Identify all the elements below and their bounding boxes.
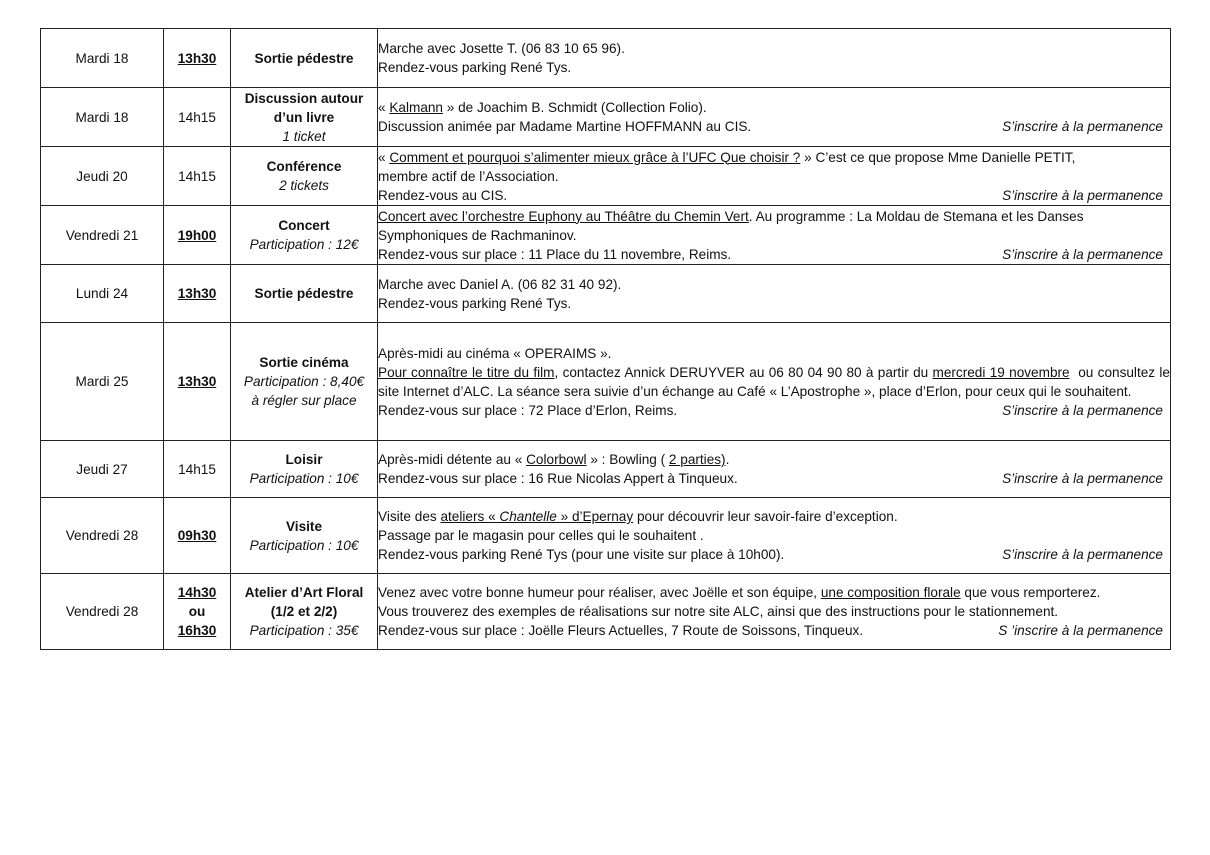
text-segment: . Au programme : La Moldau de Stemana et les Danses [748,208,1084,224]
description-line [378,583,1170,602]
description-text [378,245,731,264]
time-label [164,372,230,391]
underlined-text: Chantelle [499,509,557,524]
time-cell [164,265,231,323]
activity-cell [231,88,378,147]
activity-cell [231,265,378,323]
time-cell [164,88,231,147]
activity-title: Discussion autour d’un livre [244,90,364,125]
text-segment: membre actif de l’Association. [378,168,559,184]
day-cell [41,498,164,574]
day-cell [41,147,164,206]
activity-title: Sortie cinéma [259,355,349,370]
description-line [378,167,1170,186]
description-text [378,469,738,488]
text-segment: Après-midi détente au « [378,452,527,467]
agenda-row [41,441,1171,498]
text-segment: pour découvrir leur savoir-faire d’exception. [633,509,898,524]
time-label [164,167,230,186]
time-text: 14h15 [178,168,216,184]
registration-note: S’inscrire à la permanence [1002,187,1163,203]
day-cell [41,265,164,323]
text-segment: » C’est ce que propose Mme Danielle PETIT, [800,149,1076,165]
registration-note: S’inscrire à la permanence [1002,547,1163,562]
description-line [378,545,1170,564]
description-text [378,583,1100,602]
description-line [378,275,1170,294]
registration-note: S’inscrire à la permanence [1002,402,1163,418]
activity-title: Visite [285,518,323,534]
activity-subtitle: Participation : 35€ [249,623,359,638]
description-text [378,365,1174,399]
underlined-text: » d’Epernay [556,509,634,524]
time-text: 19h00 [177,227,217,243]
activity-cell [231,147,378,206]
text-segment: Marche avec Daniel A. (06 82 31 40 92). [378,276,622,292]
description-text [378,98,707,117]
description-text [378,602,1058,621]
day-label: Vendredi 21 [65,227,139,243]
time-text: ou [188,604,206,619]
text-segment: Rendez-vous au CIS. [378,187,508,203]
activity-subtitle: Participation : 10€ [249,537,359,553]
registration-note: S’inscrire à la permanence [1002,119,1163,134]
agenda-row [41,29,1171,88]
text-segment: que vous remporterez. [960,585,1101,600]
text-segment: » : Bowling ( [586,452,669,467]
agenda-row [41,88,1171,147]
description-cell [378,323,1174,441]
time-cell [164,441,231,498]
text-segment: Après-midi au cinéma « OPERAIMS ». [378,345,612,361]
time-text: 13h30 [177,50,217,66]
agenda-body [41,29,1174,650]
text-segment: Rendez-vous sur place : 72 Place d’Erlon, Reims. [378,402,678,418]
agenda-row [41,147,1171,206]
time-label [164,602,230,621]
description-text [378,58,571,77]
text-segment: « [378,100,390,115]
underlined-text: Concert avec l’orchestre Euphony au Théâtre du Chemin Vert [378,208,749,224]
text-segment: Rendez-vous parking René Tys. [378,60,572,75]
time-cell [164,29,231,88]
description-text [378,401,677,420]
description-cell [378,441,1171,498]
underlined-text: Kalmann [389,100,443,115]
text-segment: Marche avec Josette T. (06 83 10 65 96). [378,41,625,56]
activity-subtitle: Participation : 8,40€ [243,374,365,389]
underlined-text: mercredi 19 novembre [932,364,1070,380]
text-segment: ou consultez le site Internet d’ALC. La séance sera suivie d’un échange au Café « L’Apostrophe », place d’Erlon, pour ceux qui le souhaitent. [378,364,1174,399]
text-segment: Venez avec votre bonne humeur pour réaliser, avec Joëlle et son équipe, [378,585,821,600]
description-text [378,148,1075,167]
description-text [378,621,863,640]
description-line [378,602,1170,621]
activity-cell [231,206,378,265]
time-text: 16h30 [177,623,217,638]
day-label: Jeudi 27 [76,461,128,477]
day-cell [41,574,164,650]
description-text [378,186,507,205]
activity-cell [231,441,378,498]
description-line [378,507,1170,526]
description-text [378,167,559,186]
activity-cell [231,323,378,441]
time-cell [164,574,231,650]
time-cell [164,206,231,265]
day-cell [41,323,164,441]
description-line [378,621,1170,640]
day-cell [41,88,164,147]
text-segment: » de Joachim B. Schmidt (Collection Folio). [443,100,707,115]
description-text [378,275,621,294]
agenda-row [41,323,1171,441]
activity-title-part: (1/2 et 2/2) [270,604,338,619]
description-text [378,294,571,313]
time-text: 14h15 [178,461,216,477]
time-cell [164,147,231,206]
time-text: 14h30 [177,585,217,600]
description-text [378,117,751,136]
description-text [378,207,1084,226]
activity-cell [231,498,378,574]
description-line [378,294,1170,313]
activity-title: Sortie pédestre [254,286,354,301]
description-line [378,469,1170,488]
time-text: 09h30 [177,528,217,543]
time-text: 13h30 [177,286,217,301]
description-line [378,207,1170,226]
day-label: Mardi 18 [75,109,129,125]
description-line [378,58,1170,77]
description-text [378,526,704,545]
day-label: Mardi 18 [75,50,129,66]
agenda-row [41,206,1171,265]
description-line [378,344,1170,363]
text-segment: Discussion animée par Madame Martine HOFFMANN au CIS. [378,119,752,134]
day-label: Jeudi 20 [76,168,128,184]
text-segment: Rendez-vous sur place : 11 Place du 11 novembre, Reims. [378,246,732,262]
agenda-row [41,498,1171,574]
day-cell [41,29,164,88]
registration-note: S’inscrire à la permanence [1002,246,1163,262]
time-text: 13h30 [177,374,217,389]
description-cell [378,88,1171,147]
text-segment: Vous trouverez des exemples de réalisations sur notre site ALC, ainsi que des instructions pour le stationnement. [378,604,1059,619]
day-cell [41,206,164,265]
underlined-text: ateliers « [440,509,500,524]
activity-title: Sortie pédestre [254,50,354,66]
text-segment: Rendez-vous sur place : Joëlle Fleurs Actuelles, 7 Route de Soissons, Tinqueux. [378,623,864,638]
description-line [378,39,1170,58]
description-line [378,526,1170,545]
day-label: Lundi 24 [75,286,129,301]
description-text [378,39,625,58]
description-line [378,117,1170,136]
underlined-text: Pour connaître le titre du film [378,364,555,380]
description-text [378,507,898,526]
description-text [378,226,576,245]
description-cell [378,206,1171,265]
underlined-text: 2 parties) [668,452,726,467]
underlined-text: une composition florale [820,585,961,600]
text-segment: Rendez-vous parking René Tys (pour une visite sur place à 10h00). [378,547,785,562]
activity-title: Concert [278,218,330,233]
description-text [378,545,784,564]
time-label [164,49,230,68]
text-segment: , contactez Annick DERUYVER au 06 80 04 90 80 à partir du [554,364,933,380]
text-segment: Rendez-vous parking René Tys. [378,295,572,311]
activity-subtitle: 2 tickets [279,178,329,193]
description-line [378,401,1170,420]
agenda-row [41,265,1171,323]
description-line [378,245,1170,264]
activity-title: Atelier d’Art Floral [244,585,364,600]
activity-subtitle: 1 ticket [282,128,326,144]
text-segment: Passage par le magasin pour celles qui le souhaitent . [378,528,704,543]
description-cell [378,498,1171,574]
text-segment: Symphoniques de Rachmaninov. [378,227,577,243]
underlined-text: Comment et pourquoi s’alimenter mieux grâce à l’UFC Que choisir ? [389,149,801,165]
description-line [378,363,1174,401]
activity-subtitle: Participation : 12€ [249,237,359,252]
description-line [378,98,1170,117]
time-label [164,108,230,127]
activity-cell [231,574,378,650]
activity-cell [231,29,378,88]
text-segment: Rendez-vous sur place : 16 Rue Nicolas Appert à Tinqueux. [378,471,738,486]
activity-title: Conférence [266,159,342,174]
underlined-text: Colorbowl [526,452,587,467]
agenda-table [40,28,1174,650]
description-text [378,450,729,469]
day-label: Mardi 25 [75,374,129,389]
time-label [164,583,230,602]
description-text [378,344,611,363]
time-text: 14h15 [178,109,216,125]
agenda-row [41,574,1171,650]
registration-note: S’inscrire à la permanence [1002,471,1163,486]
description-cell [378,265,1171,323]
activity-subtitle: Participation : 10€ [249,471,359,486]
description-line [378,148,1170,167]
activity-title: Loisir [285,452,323,467]
text-segment: « [378,149,390,165]
time-label [164,621,230,640]
text-segment: . [725,452,730,467]
description-cell [378,29,1171,88]
time-cell [164,323,231,441]
day-cell [41,441,164,498]
description-line [378,450,1170,469]
text-segment: Visite des [378,509,441,524]
time-label [164,526,230,545]
description-cell [378,574,1171,650]
time-label [164,460,230,479]
time-label [164,226,230,245]
day-label: Vendredi 28 [65,604,139,619]
description-line [378,226,1170,245]
registration-note: S ’inscrire à la permanence [998,623,1163,638]
day-label: Vendredi 28 [65,528,139,543]
time-cell [164,498,231,574]
description-cell [378,147,1171,206]
activity-subtitle: à régler sur place [251,393,357,408]
description-line [378,186,1170,205]
time-label [164,284,230,303]
